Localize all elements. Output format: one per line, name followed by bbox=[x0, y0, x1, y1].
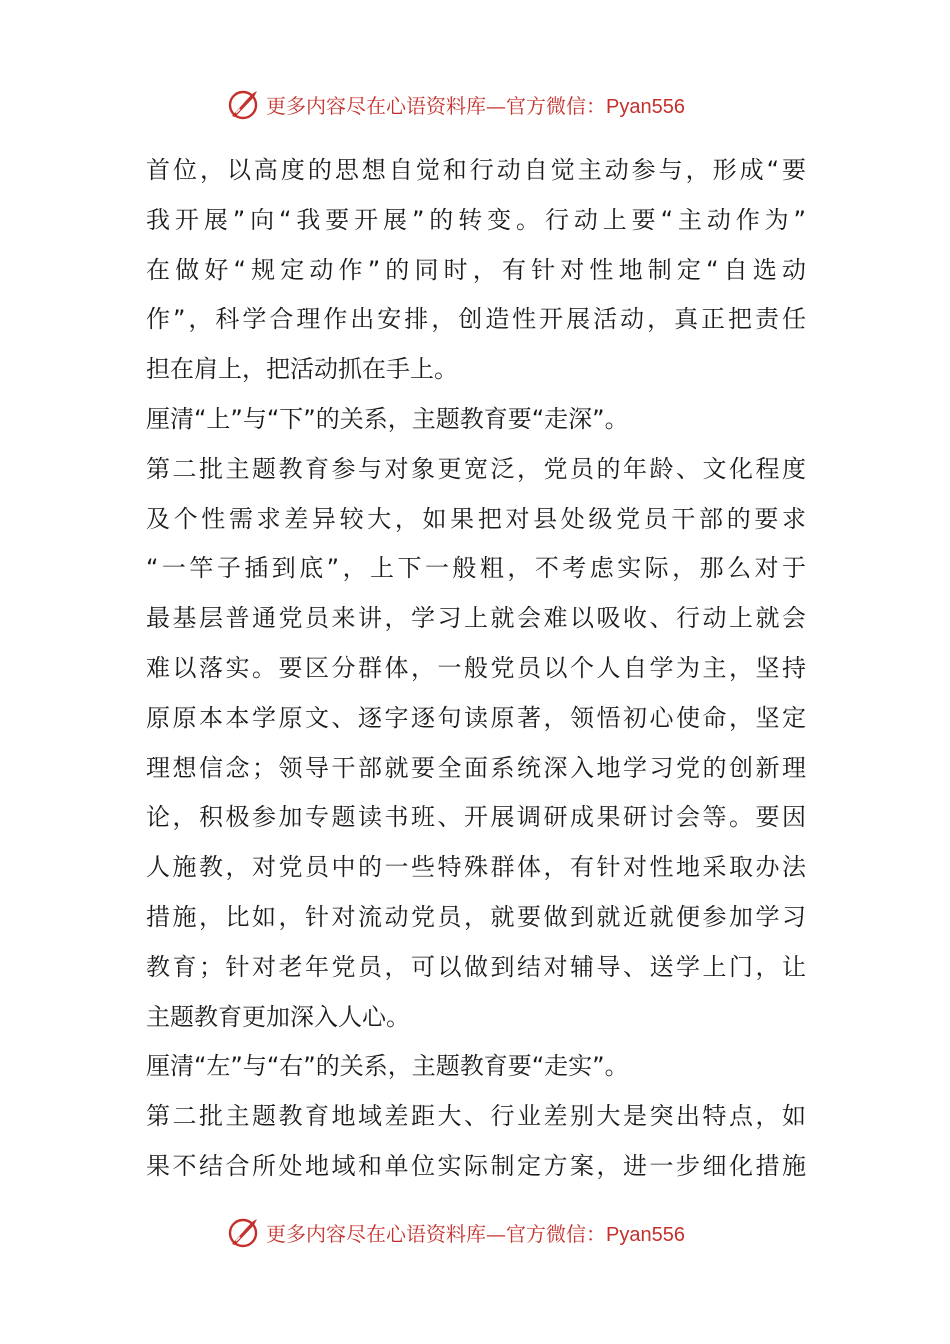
text-line: 及个性需求差异较大，如果把对县处级党员干部的要求 bbox=[146, 504, 806, 533]
text-line: 果不结合所处地域和单位实际制定方案，进一步细化措施 bbox=[146, 1151, 806, 1180]
header-banner-text bbox=[266, 90, 685, 119]
pen-logo-icon bbox=[226, 1214, 262, 1250]
text-line: 原原本本学原文、逐字逐句读原著，领悟初心使命，坚定 bbox=[146, 703, 806, 732]
text-line: 厘清“上”与“下”的关系，主题教育要“走深”。 bbox=[146, 404, 629, 433]
text-line: 在做好“规定动作”的同时，有针对性地制定“自选动 bbox=[146, 255, 806, 284]
footer-banner bbox=[226, 1212, 746, 1252]
footer-site-name: 更多内容尽在心语资料库 bbox=[266, 1221, 486, 1246]
header-separator: — bbox=[486, 93, 506, 118]
text-line: 第二批主题教育参与对象更宽泛，党员的年龄、文化程度 bbox=[146, 454, 806, 483]
footer-banner-text bbox=[266, 1218, 685, 1247]
footer-separator: — bbox=[486, 1221, 506, 1246]
footer-wechat-id: Pyan556 bbox=[606, 1223, 685, 1246]
text-line: 人施教，对党员中的一些特殊群体，有针对性地采取办法 bbox=[146, 853, 806, 882]
text-line: 我开展”向“我要开展”的转变。行动上要“主动作为” bbox=[146, 205, 806, 234]
text-line: 教育；针对老年党员，可以做到结对辅导、送学上门，让 bbox=[146, 952, 806, 981]
text-line: “一竿子插到底”，上下一般粗，不考虑实际，那么对于 bbox=[146, 554, 806, 583]
text-line: 措施，比如，针对流动党员，就要做到就近就便参加学习 bbox=[146, 902, 806, 931]
text-line: 难以落实。要区分群体，一般党员以个人自学为主，坚持 bbox=[146, 653, 806, 682]
header-wechat-id: Pyan556 bbox=[606, 95, 685, 118]
header-banner bbox=[226, 84, 746, 124]
pen-logo-icon bbox=[226, 86, 262, 122]
text-line: 作”，科学合理作出安排，创造性开展活动，真正把责任 bbox=[146, 305, 806, 334]
text-line: 担在肩上，把活动抓在手上。 bbox=[146, 355, 458, 384]
footer-wechat-label: 官方微信： bbox=[506, 1221, 606, 1246]
text-line: 主题教育更加深入人心。 bbox=[146, 1002, 410, 1031]
text-line: 厘清“左”与“右”的关系，主题教育要“走实”。 bbox=[146, 1052, 629, 1081]
document-body bbox=[146, 146, 806, 1192]
header-site-name: 更多内容尽在心语资料库 bbox=[266, 93, 486, 118]
header-wechat-label: 官方微信： bbox=[506, 93, 606, 118]
text-line: 首位，以高度的思想自觉和行动自觉主动参与，形成“要 bbox=[146, 156, 806, 184]
text-line: 理想信念；领导干部就要全面系统深入地学习党的创新理 bbox=[146, 753, 806, 782]
text-line: 论，积极参加专题读书班、开展调研成果研讨会等。要因 bbox=[146, 803, 806, 832]
text-line: 最基层普通党员来讲，学习上就会难以吸收、行动上就会 bbox=[146, 604, 806, 633]
text-line: 第二批主题教育地域差距大、行业差别大是突出特点，如 bbox=[146, 1102, 806, 1131]
